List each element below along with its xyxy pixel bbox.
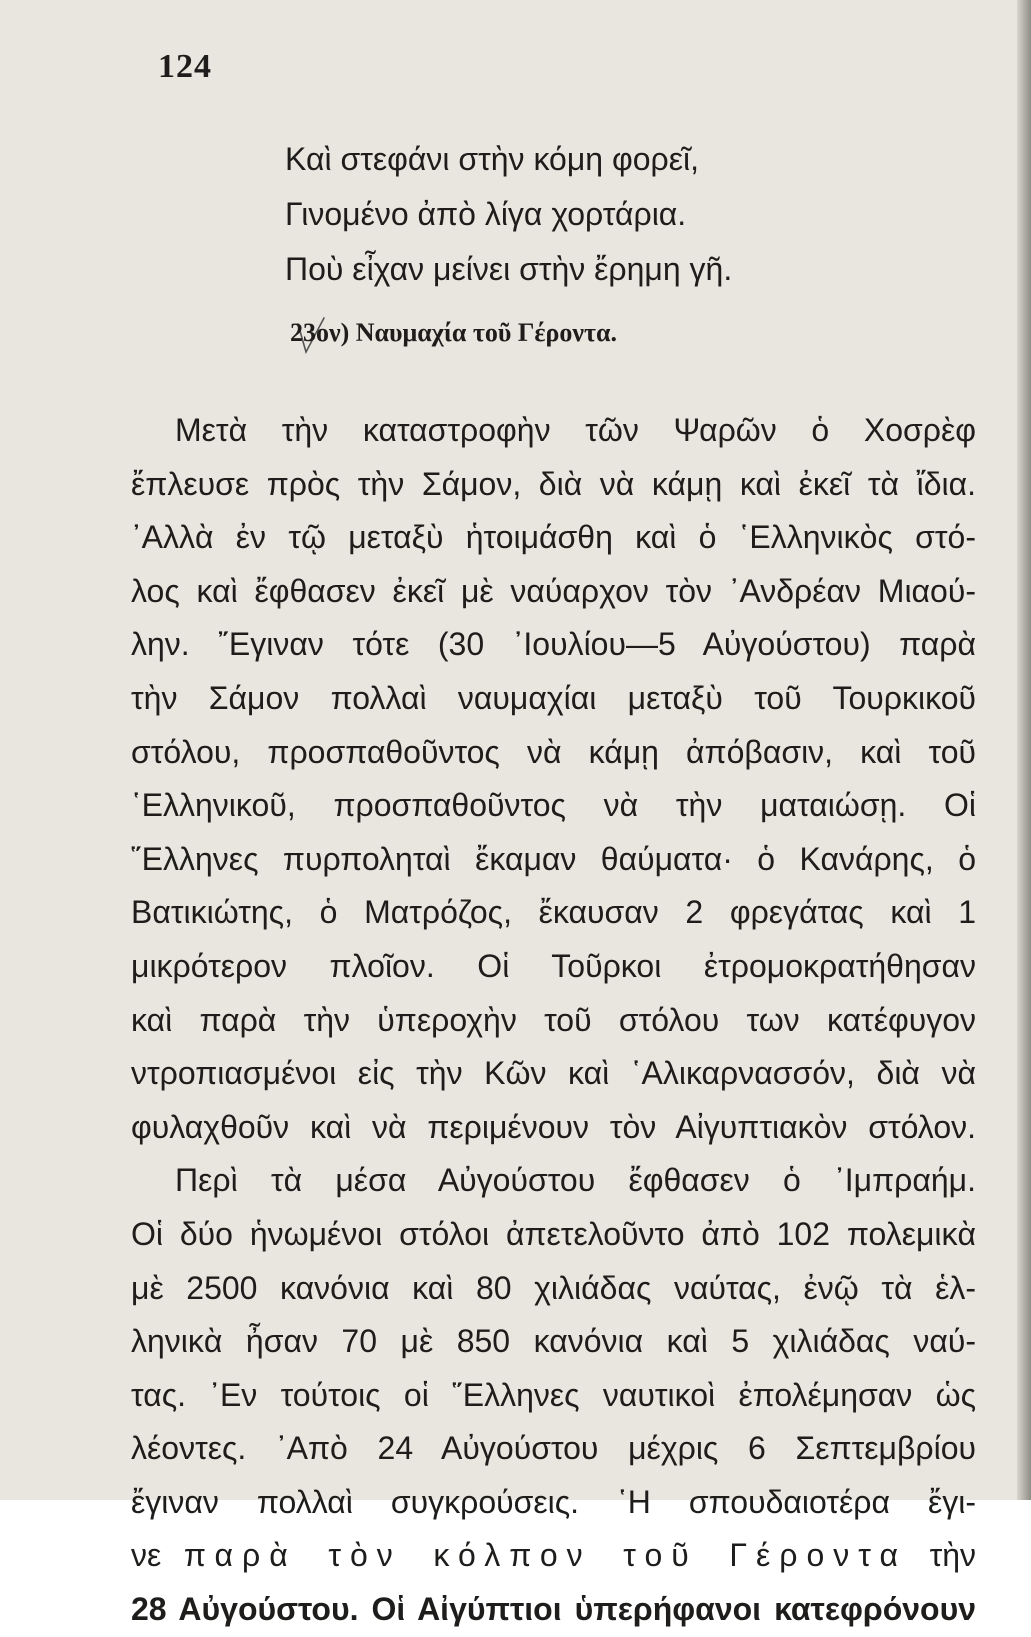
text-line: ῾Ελληνικοῦ, προσπαθοῦντος νὰ τὴν ματαιώσῃ. Οἱ (131, 787, 976, 824)
text-line: Οἱ δύο ἡνωμένοι στόλοι ἀπετελοῦντο ἀπὸ 102 πολεμικὰ (131, 1215, 976, 1252)
text-line: ἔγιναν πολλαὶ συγκρούσεις. ῾Η σπουδαιοτέρα ἔγι- (131, 1483, 976, 1520)
text-line: Βατικιώτης, ὁ Ματρόζος, ἔκαυσαν 2 φρεγάτας καὶ 1 (131, 894, 976, 931)
text-line: τὴν Σάμον πολλαὶ ναυμαχίαι μεταξὺ τοῦ Τουρκικοῦ (131, 679, 976, 716)
text-line: ἔπλευσε πρὸς τὴν Σάμον, διὰ νὰ κάμῃ καὶ ἐκεῖ τὰ ἴδια. (131, 465, 976, 502)
text-line: καὶ παρὰ τὴν ὑπεροχὴν τοῦ στόλου των κατέφυγον (131, 1001, 976, 1038)
verse-line: Ποὺ εἶχαν μείνει στὴν ἔρημη γῆ. (285, 251, 733, 287)
text-line: 28 Αὐγούστου. Οἱ Αἰγύπτιοι ὑπερήφανοι κατεφρόνουν (131, 1591, 976, 1628)
text-line: λην. ῎Εγιναν τότε (30 ᾿Ιουλίου—5 Αὐγούστου) παρὰ (131, 626, 976, 663)
text-line: ληνικὰ ἦσαν 70 μὲ 850 κανόνια καὶ 5 χιλιάδας ναύ- (131, 1323, 976, 1360)
text-line: φυλαχθοῦν καὶ νὰ περιμένουν τὸν Αἰγυπτιακὸν στόλον. (131, 1108, 976, 1145)
text-line: Περὶ τὰ μέσα Αὐγούστου ἔφθασεν ὁ ᾿Ιμπραήμ. (175, 1162, 976, 1199)
text-line: στόλου, προσπαθοῦντος νὰ κάμῃ ἀπόβασιν, καὶ τοῦ (131, 733, 976, 770)
verse-line: Γινομένο ἀπὸ λίγα χορτάρια. (285, 196, 687, 232)
text-line: μὲ 2500 κανόνια καὶ 80 χιλιάδας ναύτας, ἐνῷ τὰ ἑλ- (131, 1269, 976, 1306)
body-text (131, 404, 976, 1637)
page-number: 124 (158, 48, 212, 85)
poem-verse (285, 132, 885, 297)
text-line: μικρότερον πλοῖον. Οἱ Τοῦρκοι ἐτρομοκρατήθησαν (131, 947, 976, 984)
spaced-emphasis: παρὰ τὸν κόλπον τοῦ Γέροντα (183, 1537, 907, 1574)
text-line (131, 1529, 976, 1583)
text-fragment: τὴν (929, 1537, 976, 1574)
text-fragment: νε (131, 1537, 162, 1574)
text-line: λος καὶ ἔφθασεν ἐκεῖ μὲ ναύαρχον τὸν ᾿Ανδρέαν Μιαού- (131, 572, 976, 609)
text-line: ᾿Αλλὰ ἐν τῷ μεταξὺ ἡτοιμάσθη καὶ ὁ ῾Ελληνικὸς στό- (131, 519, 976, 556)
text-line: ῞Ελληνες πυρποληταὶ ἔκαμαν θαύματα· ὁ Κανάρης, ὁ (131, 840, 976, 877)
text-line: τας. ᾿Εν τούτοις οἱ ῞Ελληνες ναυτικοὶ ἐπολέμησαν ὡς (131, 1376, 976, 1413)
verse-line: Καὶ στεφάνι στὴν κόμη φορεῖ, (285, 141, 699, 177)
section-heading: 23ον) Ναυμαχία τοῦ Γέροντα. (290, 318, 618, 347)
page-edge-shadow (1017, 0, 1031, 1500)
text-line: ντροπιασμένοι εἰς τὴν Κῶν καὶ ῾Αλικαρνασσόν, διὰ νὰ (131, 1055, 976, 1092)
text-line: Μετὰ τὴν καταστροφὴν τῶν Ψαρῶν ὁ Χοσρὲφ (175, 412, 976, 448)
text-line: λέοντες. ᾿Απὸ 24 Αὐγούστου μέχρις 6 Σεπτεμβρίου (131, 1430, 976, 1467)
